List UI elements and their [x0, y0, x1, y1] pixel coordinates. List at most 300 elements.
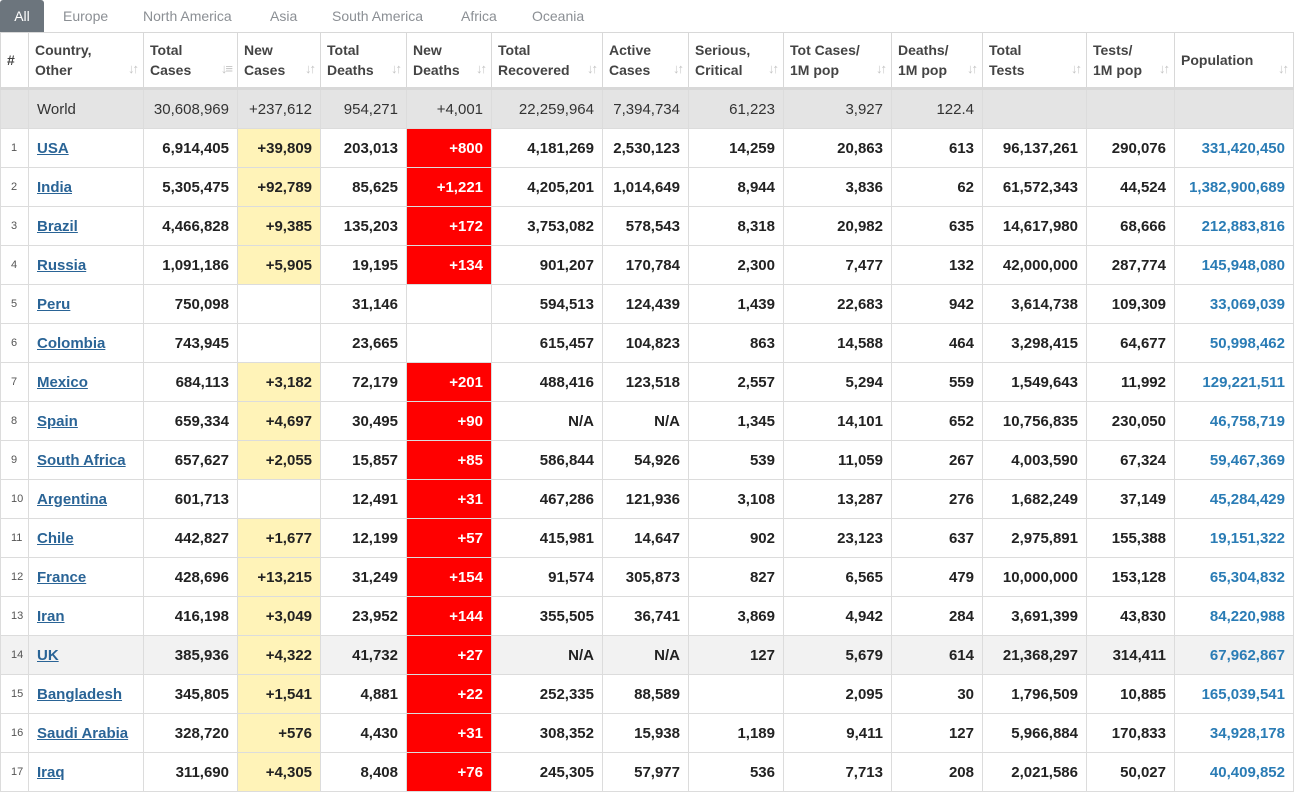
serious-critical-cell	[689, 675, 784, 714]
total-deaths-cell: 31,249	[321, 558, 407, 597]
col-cases-per-1m-header[interactable]	[784, 33, 892, 89]
row-rank: 12	[1, 558, 29, 597]
serious-critical-cell: 1,189	[689, 714, 784, 753]
total-deaths-cell: 8,408	[321, 753, 407, 792]
table-body	[1, 89, 1294, 792]
new-cases-cell: +3,049	[238, 597, 321, 636]
total-deaths-cell: 203,013	[321, 129, 407, 168]
sort-icon[interactable]: ↓↑	[587, 61, 596, 76]
total-deaths-cell: 85,625	[321, 168, 407, 207]
serious-critical-cell: 8,944	[689, 168, 784, 207]
total-deaths-cell: 30,495	[321, 402, 407, 441]
new-cases-cell: +4,697	[238, 402, 321, 441]
col-total-cases-label: Total Cases	[150, 42, 192, 78]
cases-per-1m-cell: 20,863	[784, 129, 892, 168]
col-deaths-per-1m-header[interactable]	[892, 33, 983, 89]
col-total-tests-header[interactable]	[983, 33, 1087, 89]
col-tests-per-1m-label: Tests/ 1M pop	[1093, 42, 1142, 78]
row-rank	[1, 89, 29, 129]
country-cell	[29, 480, 144, 519]
table-row	[1, 636, 1294, 675]
table-row	[1, 285, 1294, 324]
active-cases-cell: 104,823	[603, 324, 689, 363]
table-row	[1, 363, 1294, 402]
new-deaths-cell: +144	[407, 597, 492, 636]
deaths-per-1m-cell: 614	[892, 636, 983, 675]
country-cell	[29, 675, 144, 714]
row-rank: 14	[1, 636, 29, 675]
active-cases-cell: 57,977	[603, 753, 689, 792]
tests-per-1m-cell: 10,885	[1087, 675, 1175, 714]
tests-per-1m-cell: 50,027	[1087, 753, 1175, 792]
new-deaths-cell: +90	[407, 402, 492, 441]
table-row	[1, 246, 1294, 285]
col-serious-critical-label: Serious, Critical	[695, 42, 751, 78]
world-cases-per-1m: 3,927	[784, 89, 892, 129]
deaths-per-1m-cell: 613	[892, 129, 983, 168]
col-deaths-per-1m-label: Deaths/ 1M pop	[898, 42, 949, 78]
population-cell: 145,948,080	[1175, 246, 1294, 285]
deaths-per-1m-cell: 284	[892, 597, 983, 636]
country-cell	[29, 636, 144, 675]
sort-icon[interactable]: ↓↑	[391, 61, 400, 76]
tab-north-america[interactable]: North America	[143, 8, 232, 24]
deaths-per-1m-cell: 276	[892, 480, 983, 519]
col-active-cases-header[interactable]	[603, 33, 689, 89]
row-rank: 8	[1, 402, 29, 441]
world-tests-per-1m	[1087, 89, 1175, 129]
total-tests-cell: 5,966,884	[983, 714, 1087, 753]
population-cell: 50,998,462	[1175, 324, 1294, 363]
total-recovered-cell: 308,352	[492, 714, 603, 753]
new-cases-cell: +4,305	[238, 753, 321, 792]
new-deaths-cell: +57	[407, 519, 492, 558]
total-recovered-cell: N/A	[492, 636, 603, 675]
sort-icon[interactable]: ↓↑	[128, 61, 137, 76]
col-rank-header[interactable]	[1, 33, 29, 89]
col-country-label: Country, Other	[35, 42, 92, 78]
country-cell	[29, 246, 144, 285]
deaths-per-1m-cell: 127	[892, 714, 983, 753]
sort-icon[interactable]: ↓↑	[1159, 61, 1168, 76]
serious-critical-cell: 539	[689, 441, 784, 480]
new-deaths-cell	[407, 285, 492, 324]
population-cell: 212,883,816	[1175, 207, 1294, 246]
row-rank: 9	[1, 441, 29, 480]
total-recovered-cell: N/A	[492, 402, 603, 441]
population-cell: 67,962,867	[1175, 636, 1294, 675]
active-cases-cell: 2,530,123	[603, 129, 689, 168]
country-cell	[29, 441, 144, 480]
total-cases-cell: 428,696	[144, 558, 238, 597]
active-cases-cell: 305,873	[603, 558, 689, 597]
cases-per-1m-cell: 20,982	[784, 207, 892, 246]
population-cell: 45,284,429	[1175, 480, 1294, 519]
total-tests-cell: 1,549,643	[983, 363, 1087, 402]
sort-icon[interactable]: ↓↑	[305, 61, 314, 76]
total-tests-cell: 1,796,509	[983, 675, 1087, 714]
cases-per-1m-cell: 5,294	[784, 363, 892, 402]
total-cases-cell: 416,198	[144, 597, 238, 636]
serious-critical-cell: 902	[689, 519, 784, 558]
new-cases-cell: +13,215	[238, 558, 321, 597]
tests-per-1m-cell: 155,388	[1087, 519, 1175, 558]
country-link[interactable]: UK	[37, 646, 59, 664]
deaths-per-1m-cell: 208	[892, 753, 983, 792]
world-total-cases: 30,608,969	[144, 89, 238, 129]
world-label: World	[29, 89, 144, 129]
total-recovered-cell: 467,286	[492, 480, 603, 519]
table-header-row	[1, 33, 1294, 89]
deaths-per-1m-cell: 637	[892, 519, 983, 558]
col-new-deaths-header[interactable]	[407, 33, 492, 89]
row-rank: 1	[1, 129, 29, 168]
country-cell	[29, 285, 144, 324]
tests-per-1m-cell: 290,076	[1087, 129, 1175, 168]
active-cases-cell: 54,926	[603, 441, 689, 480]
col-active-cases-label: Active Cases	[609, 42, 652, 78]
new-deaths-cell: +27	[407, 636, 492, 675]
col-rank-label: #	[7, 52, 15, 68]
total-recovered-cell: 415,981	[492, 519, 603, 558]
cases-per-1m-cell: 14,101	[784, 402, 892, 441]
table-row	[1, 558, 1294, 597]
country-link[interactable]: Bangladesh	[37, 685, 123, 703]
total-tests-cell: 2,975,891	[983, 519, 1087, 558]
col-total-cases-header[interactable]	[144, 33, 238, 89]
new-deaths-cell	[407, 324, 492, 363]
tests-per-1m-cell: 68,666	[1087, 207, 1175, 246]
tab-europe[interactable]: Europe	[63, 8, 109, 24]
serious-critical-cell: 863	[689, 324, 784, 363]
sort-icon[interactable]: ↓↑	[1278, 61, 1287, 76]
row-rank: 6	[1, 324, 29, 363]
total-cases-cell: 659,334	[144, 402, 238, 441]
col-total-deaths-label: Total Deaths	[327, 42, 374, 78]
tests-per-1m-cell: 67,324	[1087, 441, 1175, 480]
tab-africa[interactable]: Africa	[461, 8, 497, 24]
world-total-recovered: 22,259,964	[492, 89, 603, 129]
cases-per-1m-cell: 14,588	[784, 324, 892, 363]
active-cases-cell: 36,741	[603, 597, 689, 636]
new-cases-cell: +3,182	[238, 363, 321, 402]
col-country-header[interactable]	[29, 33, 144, 89]
active-cases-cell: N/A	[603, 402, 689, 441]
serious-critical-cell: 8,318	[689, 207, 784, 246]
total-recovered-cell: 488,416	[492, 363, 603, 402]
total-tests-cell: 3,298,415	[983, 324, 1087, 363]
new-cases-cell: +92,789	[238, 168, 321, 207]
cases-per-1m-cell: 23,123	[784, 519, 892, 558]
serious-critical-cell: 536	[689, 753, 784, 792]
serious-critical-cell: 827	[689, 558, 784, 597]
total-recovered-cell: 252,335	[492, 675, 603, 714]
total-cases-cell: 657,627	[144, 441, 238, 480]
sort-icon[interactable]: ↓↑	[1071, 61, 1080, 76]
country-link[interactable]: Brazil	[37, 217, 78, 235]
total-tests-cell: 3,614,738	[983, 285, 1087, 324]
deaths-per-1m-cell: 479	[892, 558, 983, 597]
row-rank: 3	[1, 207, 29, 246]
total-recovered-cell: 4,181,269	[492, 129, 603, 168]
country-link[interactable]: Mexico	[37, 373, 88, 391]
row-rank: 15	[1, 675, 29, 714]
tests-per-1m-cell: 11,992	[1087, 363, 1175, 402]
population-cell: 65,304,832	[1175, 558, 1294, 597]
country-cell	[29, 324, 144, 363]
country-link[interactable]: Saudi Arabia	[37, 724, 129, 742]
total-cases-cell: 345,805	[144, 675, 238, 714]
sort-icon[interactable]: ↓↑	[876, 61, 885, 76]
new-deaths-cell: +172	[407, 207, 492, 246]
row-rank: 11	[1, 519, 29, 558]
tests-per-1m-cell: 153,128	[1087, 558, 1175, 597]
deaths-per-1m-cell: 132	[892, 246, 983, 285]
total-tests-cell: 61,572,343	[983, 168, 1087, 207]
country-link[interactable]: Argentina	[37, 490, 108, 508]
serious-critical-cell: 14,259	[689, 129, 784, 168]
total-deaths-cell: 4,881	[321, 675, 407, 714]
row-rank: 7	[1, 363, 29, 402]
col-new-cases-label: New Cases	[244, 42, 286, 78]
active-cases-cell: 15,938	[603, 714, 689, 753]
total-tests-cell: 21,368,297	[983, 636, 1087, 675]
active-cases-cell: 170,784	[603, 246, 689, 285]
total-recovered-cell: 4,205,201	[492, 168, 603, 207]
total-cases-cell: 5,305,475	[144, 168, 238, 207]
table-row	[1, 324, 1294, 363]
sort-icon[interactable]: ↓↑	[967, 61, 976, 76]
total-tests-cell: 96,137,261	[983, 129, 1087, 168]
country-cell	[29, 519, 144, 558]
total-deaths-cell: 19,195	[321, 246, 407, 285]
new-cases-cell	[238, 480, 321, 519]
tests-per-1m-cell: 44,524	[1087, 168, 1175, 207]
new-cases-cell: +4,322	[238, 636, 321, 675]
total-cases-cell: 385,936	[144, 636, 238, 675]
total-recovered-cell: 615,457	[492, 324, 603, 363]
tests-per-1m-cell: 230,050	[1087, 402, 1175, 441]
population-cell: 165,039,541	[1175, 675, 1294, 714]
deaths-per-1m-cell: 942	[892, 285, 983, 324]
deaths-per-1m-cell: 267	[892, 441, 983, 480]
covid-table	[0, 32, 1294, 792]
total-tests-cell: 3,691,399	[983, 597, 1087, 636]
active-cases-cell: 578,543	[603, 207, 689, 246]
col-population-header[interactable]	[1175, 33, 1294, 89]
sort-icon[interactable]: ↓↑	[768, 61, 777, 76]
col-total-recovered-header[interactable]	[492, 33, 603, 89]
serious-critical-cell: 2,557	[689, 363, 784, 402]
table-row	[1, 207, 1294, 246]
row-rank: 16	[1, 714, 29, 753]
country-link[interactable]: USA	[37, 139, 69, 157]
deaths-per-1m-cell: 30	[892, 675, 983, 714]
table-row	[1, 480, 1294, 519]
country-link[interactable]: Russia	[37, 256, 87, 274]
table-row	[1, 753, 1294, 792]
tab-south-america[interactable]: South America	[332, 8, 424, 24]
total-deaths-cell: 135,203	[321, 207, 407, 246]
row-rank: 17	[1, 753, 29, 792]
cases-per-1m-cell: 11,059	[784, 441, 892, 480]
new-cases-cell: +9,385	[238, 207, 321, 246]
col-total-deaths-header[interactable]	[321, 33, 407, 89]
population-cell: 19,151,322	[1175, 519, 1294, 558]
total-cases-cell: 684,113	[144, 363, 238, 402]
country-link[interactable]: Iraq	[37, 763, 65, 781]
total-recovered-cell: 901,207	[492, 246, 603, 285]
col-total-recovered-label: Total Recovered	[498, 42, 570, 78]
table-row	[1, 597, 1294, 636]
country-link[interactable]: Iran	[37, 607, 65, 625]
col-new-deaths-label: New Deaths	[413, 42, 460, 78]
world-row	[1, 89, 1294, 129]
population-cell: 331,420,450	[1175, 129, 1294, 168]
total-cases-cell: 442,827	[144, 519, 238, 558]
total-cases-cell: 4,466,828	[144, 207, 238, 246]
total-deaths-cell: 23,665	[321, 324, 407, 363]
sort-icon[interactable]: ↓↑	[673, 61, 682, 76]
deaths-per-1m-cell: 635	[892, 207, 983, 246]
total-tests-cell: 2,021,586	[983, 753, 1087, 792]
cases-per-1m-cell: 22,683	[784, 285, 892, 324]
country-link[interactable]: Chile	[37, 529, 74, 547]
col-new-cases-header[interactable]	[238, 33, 321, 89]
new-deaths-cell: +31	[407, 480, 492, 519]
world-new-cases: +237,612	[238, 89, 321, 129]
cases-per-1m-cell: 3,836	[784, 168, 892, 207]
total-deaths-cell: 31,146	[321, 285, 407, 324]
total-cases-cell: 1,091,186	[144, 246, 238, 285]
new-deaths-cell: +800	[407, 129, 492, 168]
world-new-deaths: +4,001	[407, 89, 492, 129]
col-serious-critical-header[interactable]	[689, 33, 784, 89]
total-cases-cell: 328,720	[144, 714, 238, 753]
serious-critical-cell: 3,869	[689, 597, 784, 636]
new-deaths-cell: +22	[407, 675, 492, 714]
tab-asia[interactable]: Asia	[270, 8, 298, 24]
col-total-tests-label: Total Tests	[989, 42, 1025, 78]
new-cases-cell: +2,055	[238, 441, 321, 480]
row-rank: 4	[1, 246, 29, 285]
world-population	[1175, 89, 1294, 129]
population-cell: 84,220,988	[1175, 597, 1294, 636]
country-cell	[29, 597, 144, 636]
total-recovered-cell: 586,844	[492, 441, 603, 480]
tab-oceania[interactable]: Oceania	[532, 8, 585, 24]
table-row	[1, 168, 1294, 207]
new-deaths-cell: +201	[407, 363, 492, 402]
population-cell: 59,467,369	[1175, 441, 1294, 480]
total-recovered-cell: 3,753,082	[492, 207, 603, 246]
world-serious-critical: 61,223	[689, 89, 784, 129]
country-link[interactable]: India	[37, 178, 73, 196]
table-row	[1, 519, 1294, 558]
col-tests-per-1m-header[interactable]	[1087, 33, 1175, 89]
deaths-per-1m-cell: 62	[892, 168, 983, 207]
tab-all[interactable]: All	[0, 0, 44, 32]
active-cases-cell: N/A	[603, 636, 689, 675]
continent-tabs	[0, 0, 1295, 32]
deaths-per-1m-cell: 464	[892, 324, 983, 363]
new-cases-cell	[238, 324, 321, 363]
table-row	[1, 441, 1294, 480]
new-deaths-cell: +85	[407, 441, 492, 480]
table-row	[1, 402, 1294, 441]
country-link[interactable]: Spain	[37, 412, 78, 430]
country-link[interactable]: Colombia	[37, 334, 106, 352]
total-recovered-cell: 355,505	[492, 597, 603, 636]
new-deaths-cell: +76	[407, 753, 492, 792]
cases-per-1m-cell: 4,942	[784, 597, 892, 636]
total-tests-cell: 10,756,835	[983, 402, 1087, 441]
new-deaths-cell: +1,221	[407, 168, 492, 207]
table-row	[1, 675, 1294, 714]
country-cell	[29, 129, 144, 168]
population-cell: 33,069,039	[1175, 285, 1294, 324]
cases-per-1m-cell: 13,287	[784, 480, 892, 519]
sort-desc-icon[interactable]: ↓≡	[220, 61, 231, 76]
new-deaths-cell: +154	[407, 558, 492, 597]
serious-critical-cell: 127	[689, 636, 784, 675]
tests-per-1m-cell: 170,833	[1087, 714, 1175, 753]
active-cases-cell: 121,936	[603, 480, 689, 519]
world-deaths-per-1m: 122.4	[892, 89, 983, 129]
total-recovered-cell: 245,305	[492, 753, 603, 792]
active-cases-cell: 88,589	[603, 675, 689, 714]
total-deaths-cell: 41,732	[321, 636, 407, 675]
new-cases-cell: +39,809	[238, 129, 321, 168]
cases-per-1m-cell: 7,713	[784, 753, 892, 792]
cases-per-1m-cell: 7,477	[784, 246, 892, 285]
table-row	[1, 129, 1294, 168]
total-tests-cell: 42,000,000	[983, 246, 1087, 285]
country-cell	[29, 558, 144, 597]
total-recovered-cell: 594,513	[492, 285, 603, 324]
total-tests-cell: 14,617,980	[983, 207, 1087, 246]
cases-per-1m-cell: 2,095	[784, 675, 892, 714]
total-tests-cell: 10,000,000	[983, 558, 1087, 597]
new-cases-cell: +5,905	[238, 246, 321, 285]
country-cell	[29, 363, 144, 402]
serious-critical-cell: 2,300	[689, 246, 784, 285]
total-tests-cell: 4,003,590	[983, 441, 1087, 480]
total-deaths-cell: 15,857	[321, 441, 407, 480]
population-cell: 1,382,900,689	[1175, 168, 1294, 207]
active-cases-cell: 123,518	[603, 363, 689, 402]
total-deaths-cell: 12,199	[321, 519, 407, 558]
row-rank: 10	[1, 480, 29, 519]
country-link[interactable]: South Africa	[37, 451, 126, 469]
sort-icon[interactable]: ↓↑	[476, 61, 485, 76]
tests-per-1m-cell: 37,149	[1087, 480, 1175, 519]
row-rank: 5	[1, 285, 29, 324]
country-link[interactable]: France	[37, 568, 87, 586]
total-deaths-cell: 72,179	[321, 363, 407, 402]
serious-critical-cell: 3,108	[689, 480, 784, 519]
col-population-label: Population	[1181, 52, 1254, 68]
active-cases-cell: 14,647	[603, 519, 689, 558]
total-cases-cell: 743,945	[144, 324, 238, 363]
country-link[interactable]: Peru	[37, 295, 71, 313]
country-cell	[29, 402, 144, 441]
total-deaths-cell: 23,952	[321, 597, 407, 636]
row-rank: 2	[1, 168, 29, 207]
total-cases-cell: 311,690	[144, 753, 238, 792]
total-recovered-cell: 91,574	[492, 558, 603, 597]
tests-per-1m-cell: 287,774	[1087, 246, 1175, 285]
